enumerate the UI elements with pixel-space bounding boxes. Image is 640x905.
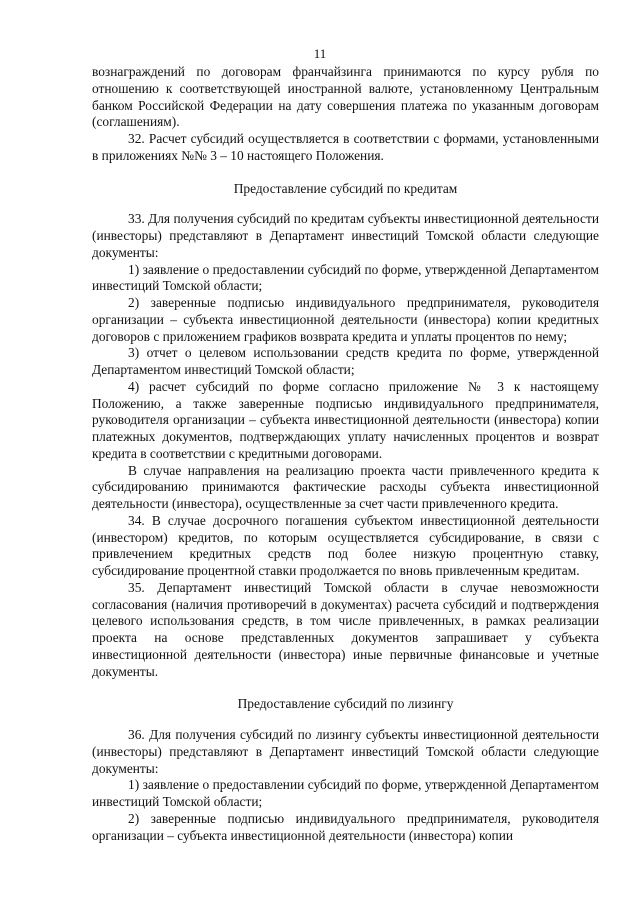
paragraph-continuation: вознаграждений по договорам франчайзинга принимаются по курсу рубля по отношению к соответствующей иностранной валюте, установленному Центральным банком Российской Федерации на дату совершения платежа по указанным договорам (соглашениям). (92, 64, 599, 130)
paragraph-33-item-2: 2) заверенные подписью индивидуального предпринимателя, руководителя организации – субъекта инвестиционной деятельности (инвестора) копии кредитных договоров с приложением графиков возврата кредита и уплаты процентов по нему; (92, 295, 599, 344)
paragraph-33: 33. Для получения субсидий по кредитам субъекты инвестиционной деятельности (инвесторы) представляют в Департамент инвестиций Томской области следующие документы: (92, 211, 599, 260)
spacer (92, 680, 599, 696)
paragraph-36-item-1: 1) заявление о предоставлении субсидий по форме, утвержденной Департаментом инвестиций Томской области; (92, 777, 599, 809)
paragraph-33-item-3: 3) отчет о целевом использовании средств кредита по форме, утвержденной Департаментом инвестиций Томской области; (92, 345, 599, 377)
paragraph-36: 36. Для получения субсидий по лизингу субъекты инвестиционной деятельности (инвесторы) представляют в Департамент инвестиций Томской области следующие документы: (92, 727, 599, 776)
section-heading-credits: Предоставление субсидий по кредитам (233, 180, 458, 196)
page-number: 11 (313, 46, 327, 61)
paragraph-34: 34. В случае досрочного погашения субъектом инвестиционной деятельности (инвестором) кредитов, по которым осуществляется субсидирование, в связи с привлечением кредитных средств под более низкую процентную ставку, субсидирование процентной ставки продолжается по вновь привлеченным кредитам. (92, 512, 599, 578)
spacer (92, 197, 599, 211)
paragraph-32: 32. Расчет субсидий осуществляется в соответствии с формами, установленными в приложениях №№ 3 – 10 настоящего Положения. (92, 131, 599, 163)
spacer (92, 165, 599, 181)
paragraph-33-tail: В случае направления на реализацию проекта части привлеченного кредита к субсидированию принимаются фактические расходы субъекта инвестиционной деятельности (инвестора), осуществленные за счет части привлеченного кредита. (92, 462, 599, 511)
section-heading-leasing: Предоставление субсидий по лизингу (237, 696, 454, 712)
document-body (92, 64, 599, 844)
paragraph-33-item-4: 4) расчет субсидий по форме согласно приложение № 3 к настоящему Положению, а также заверенные подписью индивидуального предпринимателя, руководителя организации – субъекта инвестиционной деятельности (инвестора) копии платежных документов, подтверждающих уплату начисленных процентов и возврат кредита в соответствии с кредитными договорами. (92, 378, 599, 461)
paragraph-33-item-1: 1) заявление о предоставлении субсидий по форме, утвержденной Департаментом инвестиций Томской области; (92, 261, 599, 294)
paragraph-35: 35. Департамент инвестиций Томской области в случае невозможности согласования (наличия противоречий в документах) расчета субсидий и подтверждения целевого использования средств, в том числе привлеченных, в рамках реализации проекта на основе представленных документов запрашивает у субъекта инвестиционной деятельности (инвестора) иные первичные финансовые и учетные документы. (92, 579, 599, 679)
spacer (92, 713, 599, 727)
paragraph-36-item-2: 2) заверенные подписью индивидуального предпринимателя, руководителя организации – субъекта инвестиционной деятельности (инвестора) копии (92, 810, 599, 843)
